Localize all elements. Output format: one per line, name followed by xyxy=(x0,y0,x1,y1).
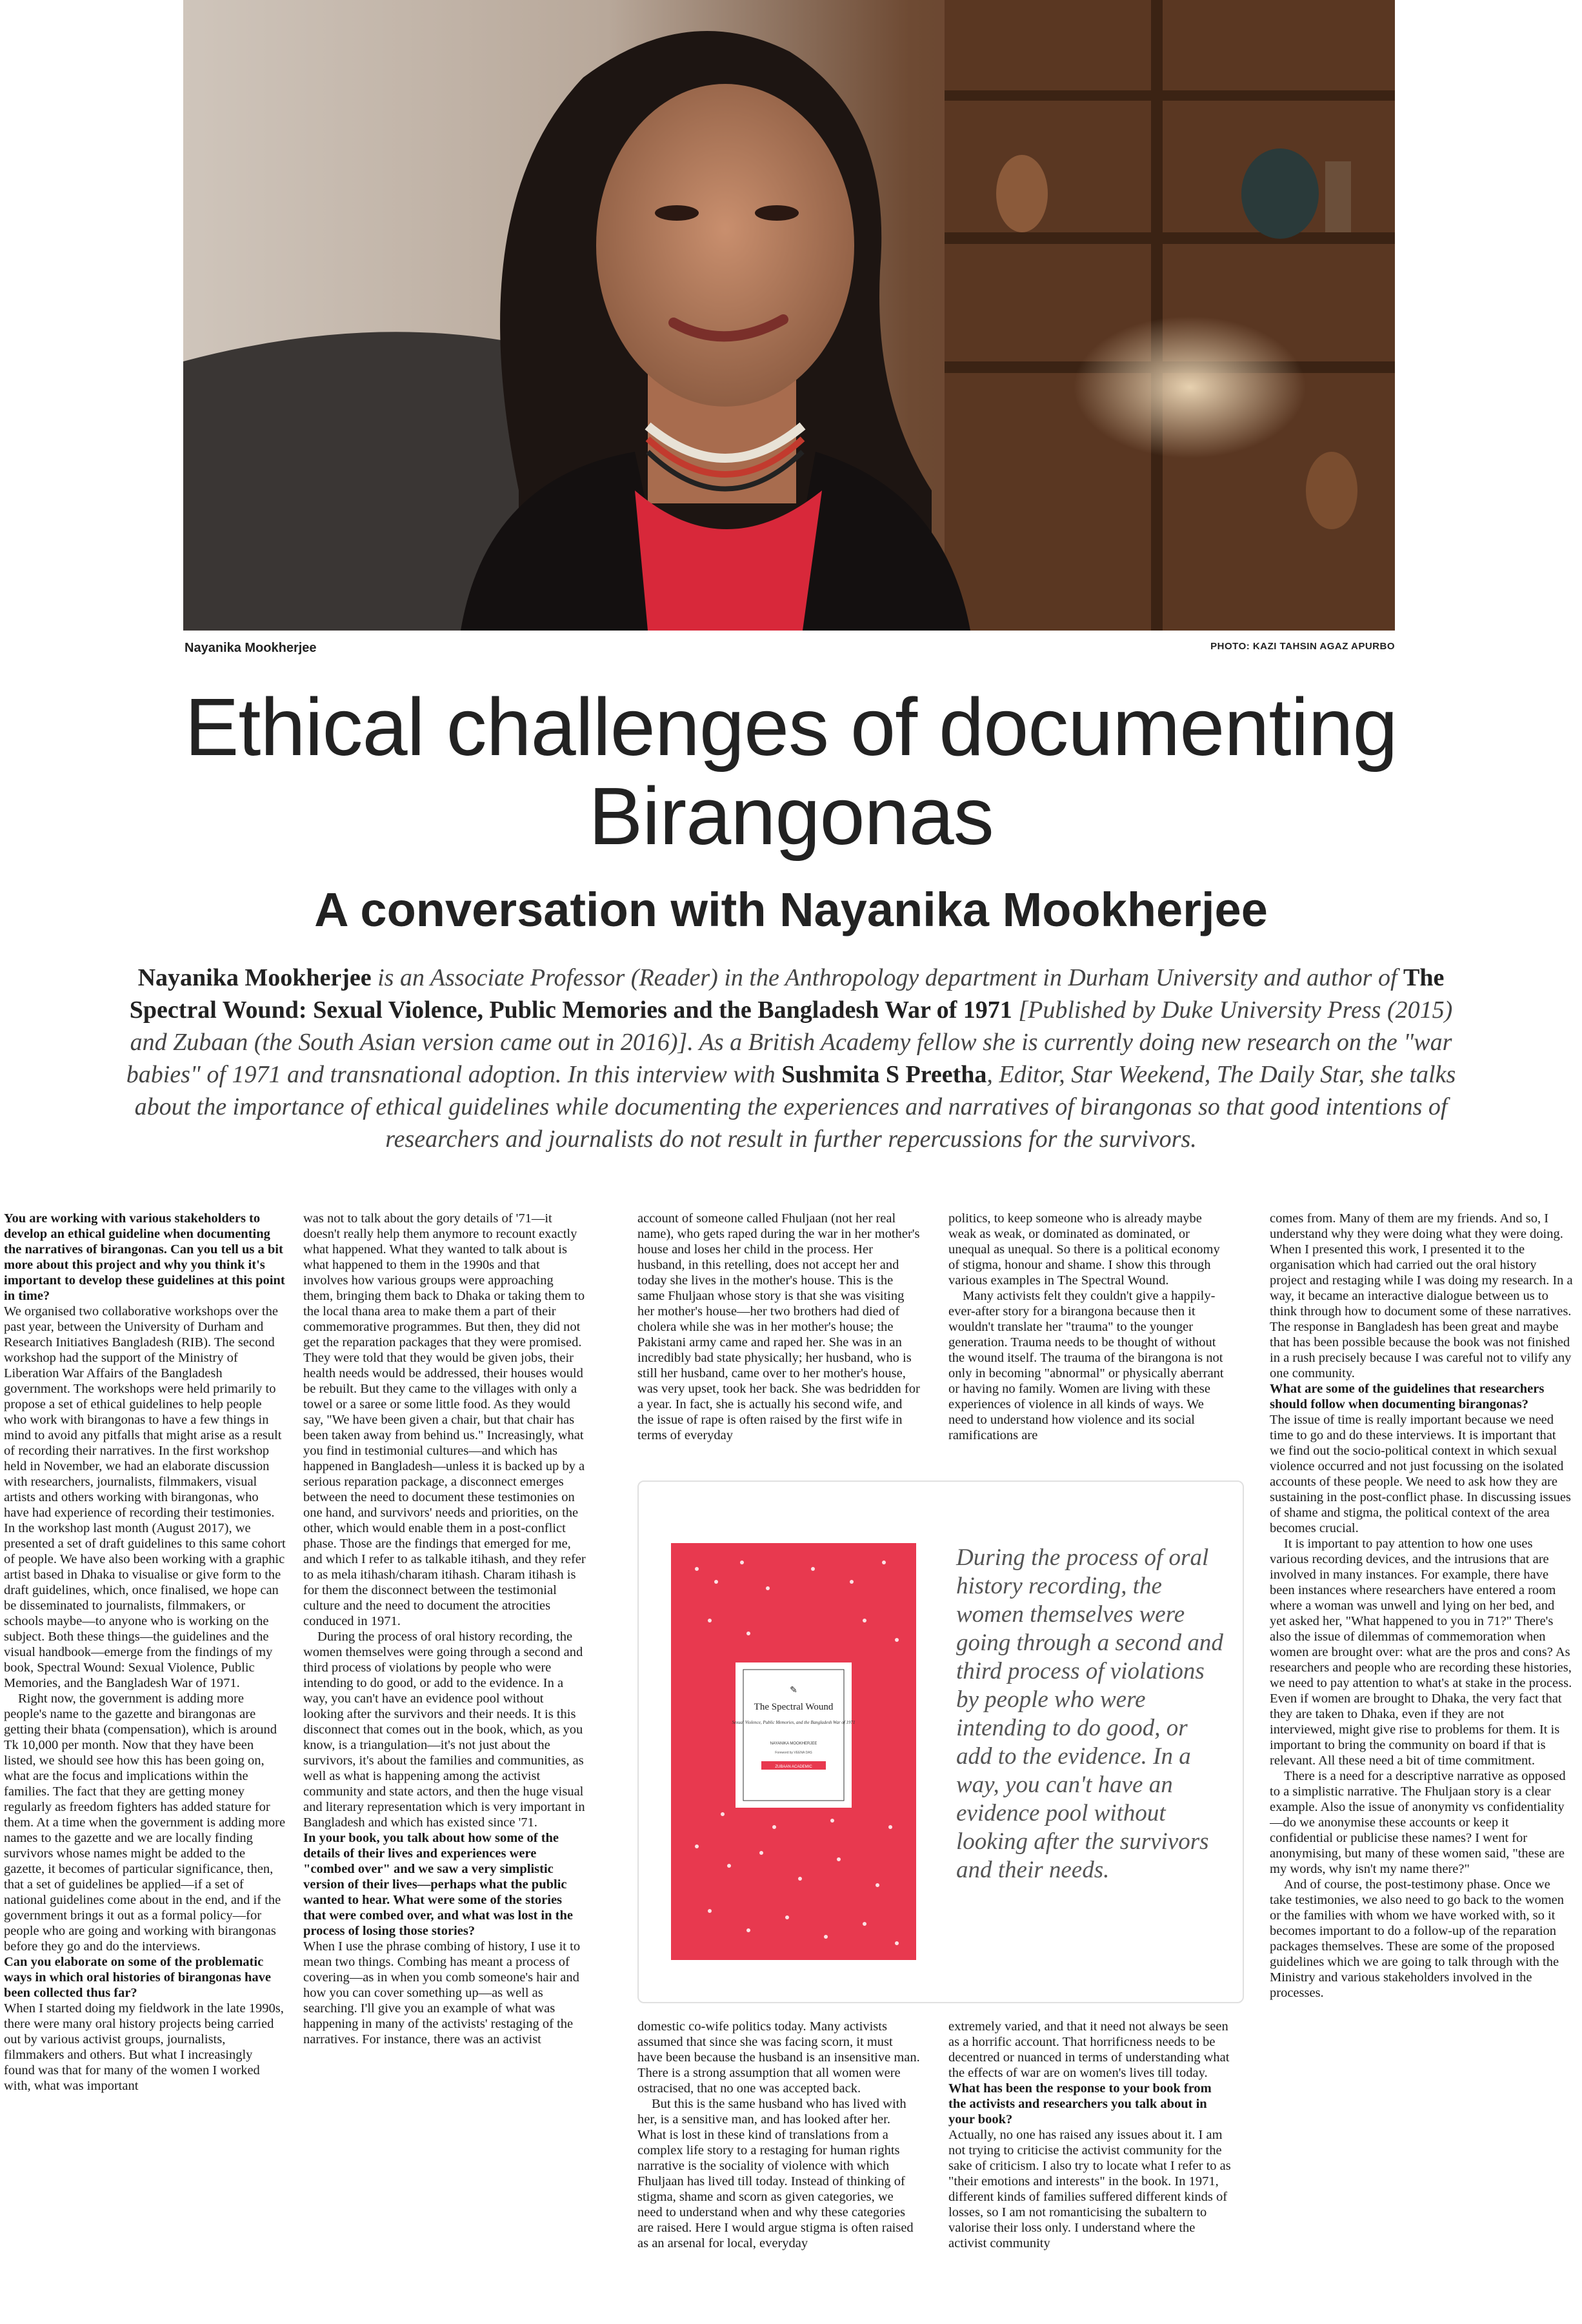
article-column-3-bottom xyxy=(637,2019,920,2318)
answer-paragraph: extremely varied, and that it need not always be seen as a horrific account. That horrificness needs to be decentred or nuanced in terms of understanding what the effects of war are on women's lives till today. xyxy=(948,2019,1230,2080)
intro-book-title: The Spectral Wound: Sexual Violence, Public Memories and the Bangladesh War of 1971 xyxy=(129,964,1445,1024)
interview-question: What are some of the guidelines that researchers should follow when documenting birangonas? xyxy=(1270,1382,1545,1411)
pullquote: During the process of oral history recording, the women themselves were going through a second and third process of violations by people who were intending to do good, or add to the evidence. In a way, you can't have an evidence pool without looking after the survivors and their needs. xyxy=(956,1544,1223,1883)
intro-paragraph xyxy=(116,962,1466,1155)
answer-paragraph: account of someone called Fhuljaan (not her real name), who gets raped during the war in her mother's house and loses her child in the process. Her husband, in this retelling, does not accept her and today she lives in the mother's house. This is the same Fhuljaan whose story is that she was visiting her mother's house—her two brothers had died of cholera while she was in her mother's house; the Pakistani army came and raped her. She was in an incredibly bad state physically; her husband, who is still her husband, came over to her mother's house, was very upset, took her back. She was bedridden for a year. In fact, she is actually his second wife, and the issue of rape is often raised by the first wife in terms of everyday xyxy=(637,1211,920,1442)
photo-credit: PHOTO: KAZI TAHSIN AGAZ APURBO xyxy=(1210,641,1395,652)
article-column-4-bottom xyxy=(948,2019,1231,2318)
intro-text-1: is an Associate Professor (Reader) in the Anthropology department in Durham University and author of xyxy=(371,964,1404,991)
answer-paragraph: politics, to keep someone who is already maybe weak as weak, or dominated as dominated, or unequal as unequal. So there is a political economy of stigma, honour and shame. I show this through various examples in The Spectral Wound. xyxy=(948,1211,1220,1288)
answer-paragraph: comes from. Many of them are my friends. And so, I understand why they were doing what they were doing. When I presented this work, I presented it to the organisation which had carried out the oral history project and restaging while I was doing my research. In a way, it became an interactive dialogue between us to think through how to document some of these narratives. The response in Bangladesh has been great and maybe that has been possible because the book was not finished in a rush precisely because I was careful not to vilify any one community. xyxy=(1270,1211,1573,1380)
interview-question: Can you elaborate on some of the problematic ways in which oral histories of birangonas have been collected thus far? xyxy=(4,1955,272,2000)
article-column-5 xyxy=(1270,1211,1573,2318)
headline: Ethical challenges of documenting Birangonas xyxy=(185,682,1397,862)
article-column-3-top xyxy=(637,1211,920,1450)
intro-text-2: [Published by Duke University Press (2015) and Zubaan (the South Asian version came out in 2016)]. As a British Academy fellow she is currently doing new research on the "war babies" of 1971 and transnational adoption. In this interview with xyxy=(126,996,1453,1088)
interview-question: What has been the response to your book from the activists and researchers you talk about in your book? xyxy=(948,2081,1212,2127)
answer-paragraph: But this is the same husband who has lived with her, is a sensitive man, and has looked after her. What is lost in these kind of translations from a complex life story to a restaging for human rights narrative is the sociality of violence with which Fhuljaan has lived till today. Instead of thinking of stigma, shame and scorn as given categories, we need to understand when and why these categories are raised. Here I would argue stigma is often raised as an arsenal for local, everyday xyxy=(637,2097,914,2250)
book-cover xyxy=(671,1543,916,1960)
article-column-4-top xyxy=(948,1211,1231,1450)
intro-name: Nayanika Mookherjee xyxy=(137,964,372,991)
intro-text-3: , Editor, Star Weekend, The Daily Star, she talks about the importance of ethical guidelines while documenting the experiences and narratives of birangonas so that good intentions of researchers and journalists do not result in further repercussions for the survivors. xyxy=(134,1061,1456,1153)
answer-paragraph: There is a need for a descriptive narrative as opposed to a simplistic narrative. The Fhuljaan story is a clear example. Also the issue of anonymity vs confidentiality—do we anonymise these accounts or keep it confidential or publicise these names? I went for anonymising, but many of these women said, "these are my words, why isn't my name there?" xyxy=(1270,1769,1566,1876)
answer-paragraph: And of course, the post-testimony phase. Once we take testimonies, we also need to go back to the women or the families with whom we have worked with, so it becomes important to do a follow-up of the reparation packages themselves. These are some of the proposed guidelines which we are going to talk through with the Ministry and various stakeholders involved in the processes. xyxy=(1270,1877,1565,2000)
article-column-1 xyxy=(4,1211,286,2318)
answer-paragraph: When I started doing my fieldwork in the late 1990s, there were many oral history projects being carried out by various activist groups, journalists, filmmakers and others. But what I increasingly found was that for many of the women I worked with, what was important xyxy=(4,2001,284,2093)
cover-foreword: Foreword by VEENA DAS xyxy=(775,1751,812,1755)
cover-author: NAYANIKA MOOKHERJEE xyxy=(770,1742,817,1746)
portrait-illustration xyxy=(183,0,1395,631)
interview-question: You are working with various stakeholders to develop an ethical guideline when documenting the narratives of birangonas. Can you tell us a bit more about this project and why you think it's important to develop these guidelines at this point in time? xyxy=(4,1211,285,1303)
answer-paragraph: Right now, the government is adding more people's name to the gazette and birangonas are getting their bhata (compensation), which is around Tk 10,000 per month. Now that they have been listed, we should see how this has been going on, what are the focus and implications within the families. The fact that they are getting money regularly as freedom fighters has added stature for them. At a time when the government is adding more names to the gazette and we are locally finding survivors whose names might be added to the gazette, it becomes of particular significance, then, that a set of guidelines be applied—if a set of national guidelines come about in the end, and if the government brings it out as a formal policy—for people who are going and working with birangonas before they go and do the interviews. xyxy=(4,1692,286,1954)
answer-paragraph: was not to talk about the gory details of '71—it doesn't really help them anymore to recount exactly what happened. What they wanted to talk about is what happened to them in the 1990s and that involves how various groups were approaching them, bringing them back to Dhaka or taking them to the local thana area to make them a part of their commemorative programmes. But then, they did not get the reparation packages that they were promised. They were told that they would be given jobs, their health needs would be addressed, their houses would be rebuilt. But they came to the villages with only a towel or a saree or some little food. As they would say, "We have been given a chair, but that chair has been taken away from behind us." Increasingly, what you find in testimonial cultures—and which has happened in Bangladesh—unless it is backed up by a serious reparation package, a disconnect emerges between the need to document these testimonies on one hand, and survivors' needs and priorities, on the other, which would enable them in a post-conflict phase. Those are the findings that emerged for me, and which I refer to as talkable itihash, and they refer to as mela itihash/charam itihash. Charam itihash is for them the disconnect between the testimonial culture and the need to document the atrocities conduced in 1971. xyxy=(303,1211,586,1628)
answer-paragraph: domestic co-wife politics today. Many activists assumed that since she was facing scorn, it must have been because the husband is an insensitive man. There is a strong assumption that all women were ostracised, that no one was accepted back. xyxy=(637,2019,920,2096)
book-cover-image xyxy=(671,1543,916,1960)
answer-paragraph: Many activists felt they couldn't give a happily-ever-after story for a birangona because then it wouldn't translate her "trauma" to the younger generation. Trauma needs to be thought of without the wound itself. The trauma of the birangona is not only in becoming "abnormal" or physically aberrant or having no family. Women are living with these experiences of violence in all kinds of ways. We need to understand how violence and its social ramifications are xyxy=(948,1289,1224,1442)
answer-paragraph: We organised two collaborative workshops over the past year, between the University of Durham and Research Initiatives Bangladesh (RIB). The second workshop had the support of the Ministry of Liberation War Affairs of the Bangladesh government. The workshops were held primarily to propose a set of ethical guidelines to help people who work with birangonas to have a few things in mind to avoid any pitfalls that might arise as a result of recording their narratives. In the first workshop held in November, we had an elaborate discussion with researchers, journalists, filmmakers, visual artists and others working with birangonas, who have had experience of recording their testimonies. In the workshop last month (August 2017), we presented a set of draft guidelines to this same cohort of people. We have also been working with a graphic artist based in Dhaka to visualise or give form to the draft guidelines, which, once finalised, we hope can be disseminated to journalists, filmmakers, or schools maybe—to anyone who is working on the subject. Both these things—the guidelines and the visual handbook—emerge from the findings of my book, Spectral Wound: Sexual Violence, Public Memories, and the Bangladesh War of 1971. xyxy=(4,1304,286,1690)
photo-caption: Nayanika Mookherjee xyxy=(185,641,317,655)
intro-interviewer: Sushmita S Preetha xyxy=(781,1061,987,1088)
answer-paragraph: It is important to pay attention to how one uses various recording devices, and the intrusions that are involved in many instances. For example, there have been instances where researchers have entered a room where a woman was unwell and lying on her bed, and yet asked her, "What happened to you in 71?" There's also the issue of dilemmas of commemoration when women are brought over: what are the pros and cons? As researchers and people who are recording these histories, we need to pay attention to what's at stake in the process. Even if women are brought to Dhaka, the very fact that they are taken to Dhaka, even if they are not interviewed, might give rise to problems for them. It is important to bring the community on board if that is relevant. All these need a bit of time commitment. xyxy=(1270,1537,1572,1768)
cover-title: The Spectral Wound xyxy=(754,1702,834,1712)
cover-publisher: ZUBAAN ACADEMIC xyxy=(775,1765,812,1769)
portrait-photo xyxy=(183,0,1395,631)
cover-subtitle: Sexual Violence, Public Memories, and the Bangladesh War of 1971 xyxy=(732,1720,856,1725)
subheadline: A conversation with Nayanika Mookherjee xyxy=(314,883,1268,936)
cover-title-panel xyxy=(736,1662,852,1808)
article-column-2 xyxy=(303,1211,586,2318)
answer-paragraph: The issue of time is really important because we need time to go and do these interviews. It is important that we find out the socio-political context in which sexual violence occurred and not just focussing on the isolated accounts of these people. We need to ask how they are sustaining in the post-conflict phase. In discussing issues of shame and stigma, the political context of the area becomes crucial. xyxy=(1270,1413,1571,1535)
answer-paragraph: Actually, no one has raised any issues about it. I am not trying to criticise the activist community for the sake of criticism. I also try to locate what I refer to as "their emotions and interests" in the book. In 1971, different kinds of families suffered different kinds of losses, so I am not romanticising the subaltern to valorise their loss only. I understand where the activist community xyxy=(948,2128,1231,2250)
interview-question: In your book, you talk about how some of the details of their lives and experiences were "combed over" and we saw a very simplistic version of their lives—perhaps what the public wanted to hear. What were some of the stories that were combed over, and what was lost in the process of losing those stories? xyxy=(303,1831,573,1938)
answer-paragraph: When I use the phrase combing of history, I use it to mean two things. Combing has meant a process of covering—as in when you comb someone's hair and how you can cover something up—as well as searching. I'll give you an example of what was happening in many of the activists' restaging of the narratives. For instance, there was an activist xyxy=(303,1939,581,2046)
answer-paragraph: During the process of oral history recording, the women themselves were going through a second and third process of violations by people who were intending to do good, or add to the evidence. In a way, you can't have an evidence pool without looking after the survivors and their needs. It is this disconnect that comes out in the book, which, as you know, is a triangulation—it's not just about the survivors, it's about the families and communities, as well as what is happening among the activist community and state actors, and then the huge visual and literary representation which is very important in Bangladesh and which has existed since '71. xyxy=(303,1630,585,1830)
cover-logo: ✎ xyxy=(790,1686,797,1695)
